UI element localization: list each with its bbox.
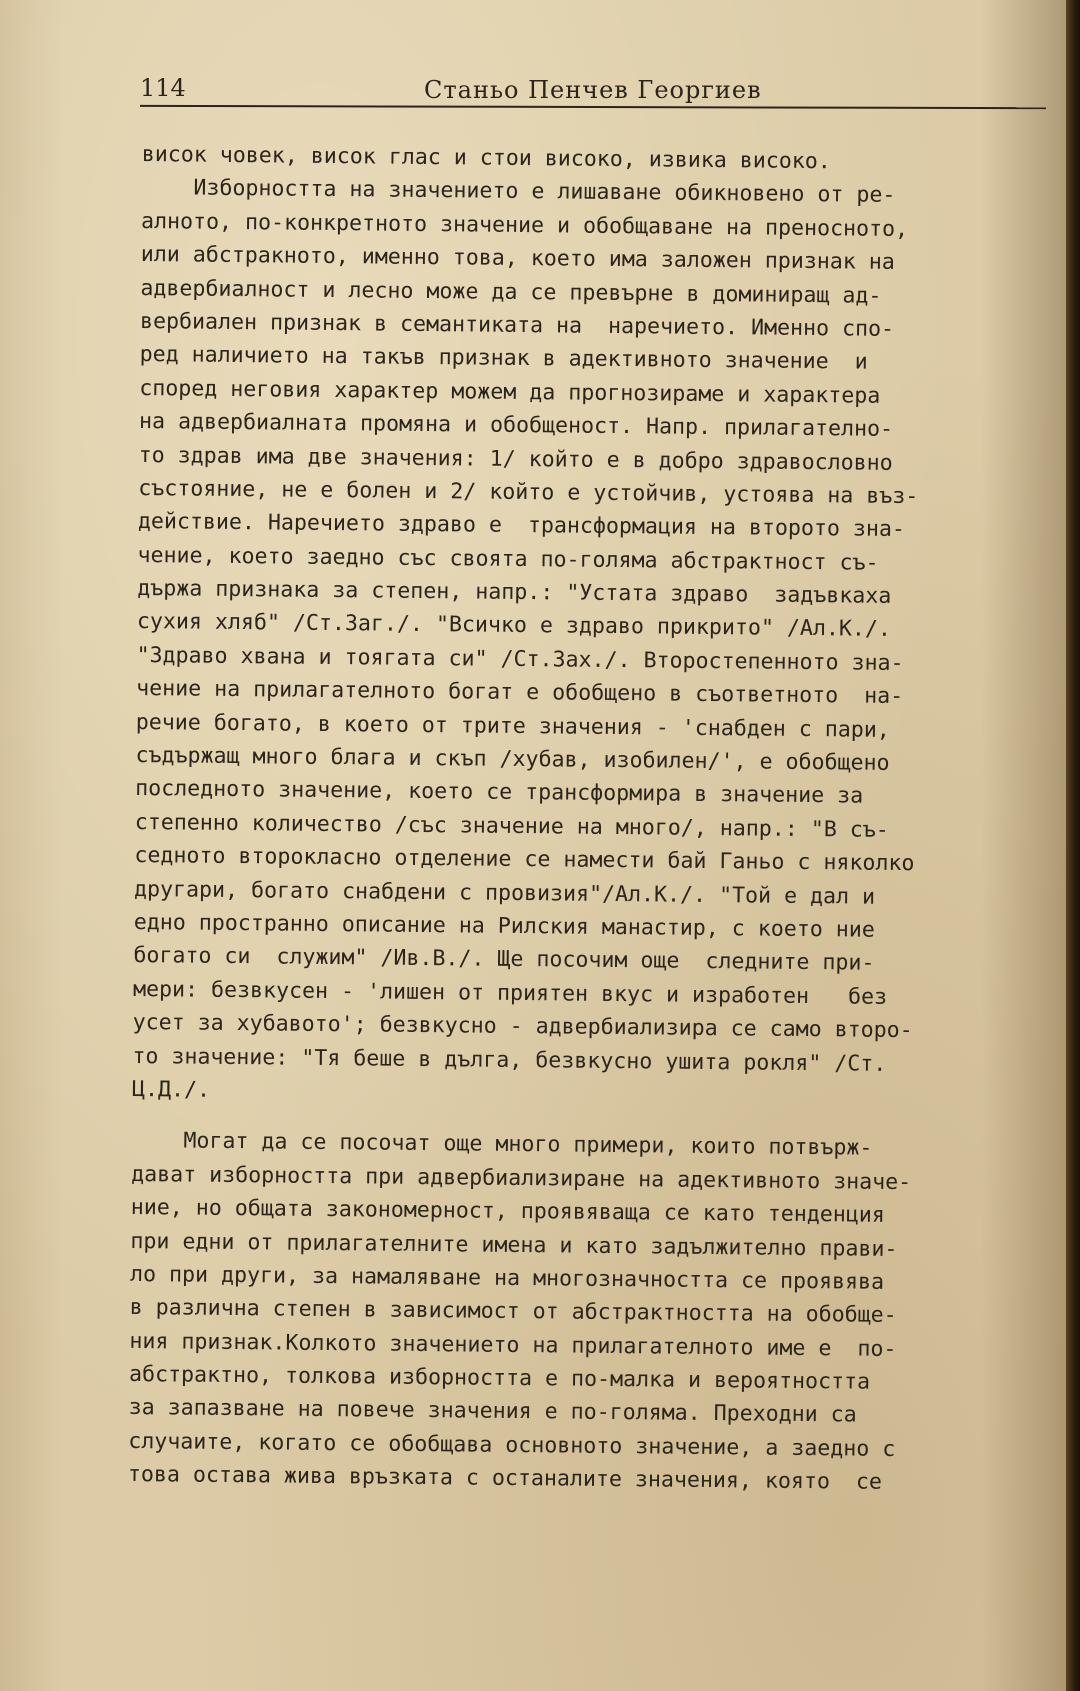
text-line: действие. Наречието здраво е трансформация на второто зна- xyxy=(137,509,906,543)
text-line: ред наличието на такъв признак в адективното значение и xyxy=(139,342,868,375)
text-line: чение, което заедно със своята по-голяма абстрактност съ- xyxy=(137,542,879,576)
text-line: дават изборността при адвербиализиране на адективното значе- xyxy=(131,1161,912,1195)
text-line: състояние, не е болен и 2/ който е устойчив, устоява на въз- xyxy=(138,475,919,510)
running-head xyxy=(140,74,1046,104)
text-line: съдържащ много блага и скъп /хубав, изобилен/', е обобщено xyxy=(135,742,890,776)
body-text xyxy=(128,138,1042,1501)
text-line: то здрав има две значения: 1/ който е в добро здравословно xyxy=(138,442,893,476)
text-line: вербиален признак в семантиката на наречието. Именно спо- xyxy=(139,308,895,342)
text-line: на адвербиалната промяна и обобщеност. Напр. прилагателно- xyxy=(138,409,894,443)
text-line: последното значение, което се трансформира в значение за xyxy=(135,776,864,810)
text-line: алното, по-конкретното значение и обобщаване на преносното, xyxy=(140,208,909,242)
text-line: ло при други, за намаляване на многозначността се проявява xyxy=(129,1261,885,1295)
text-line: адвербиалност и лесно може да се превърне в доминиращ ад- xyxy=(140,275,882,309)
text-line: чение на прилагателното богат е обобщено в съответното на- xyxy=(136,676,904,710)
header-rule xyxy=(140,105,1046,109)
book-binding-edge xyxy=(1066,0,1080,1691)
text-line: абстрактно, толкова изборността е по-малка и вероятността xyxy=(128,1361,871,1395)
text-line: Могат да се посочат още много примери, които потвърж- xyxy=(131,1128,873,1162)
text-line: другари, богато снабдени с провизия"/Ал.К./. "Той е дал и xyxy=(134,876,876,910)
text-line: държа признака за степен, напр.: "Устата здраво задъвкаха xyxy=(137,576,892,609)
text-line: случаите, когато се обобщава основното значение, а заедно с xyxy=(128,1428,896,1462)
text-line: речие богато, в което от трите значения - 'снабден с пари, xyxy=(135,709,891,743)
text-line: това остава жива връзката с останалите значения, която се xyxy=(127,1462,883,1496)
text-line: усет за хубавото'; безвкусно - адвербиализира се само второ- xyxy=(132,1010,913,1044)
author-name: Станьо Пенчев Георгиев xyxy=(424,76,762,104)
text-line: степенно количество /със значение на много/, напр.: "В съ- xyxy=(134,809,889,843)
text-line: едно пространно описание на Рилския манастир, с което ние xyxy=(133,909,875,943)
text-line: ния признак.Колкото значението на прилагателното име е по- xyxy=(129,1328,897,1362)
text-line: при едни от прилагателните имена и като задължително прави- xyxy=(130,1228,898,1262)
text-line: седното второкласно отделение се намести бай Ганьо с няколко xyxy=(134,843,915,877)
text-line: Изборността на значението е лишаване обикновено от ре- xyxy=(141,175,896,209)
text-line: ние, но общата закономерност, проявяваща се като тенденция xyxy=(130,1195,885,1228)
page-number: 114 xyxy=(140,74,186,102)
text-line: Ц.Д./. xyxy=(131,1076,211,1103)
text-line: според неговия характер можем да прогнозираме и характера xyxy=(139,375,881,409)
text-line: висок човек, висок глас и стои високо, извика високо. xyxy=(141,141,831,175)
text-line: или абстракното, именно това, което има заложен признак на xyxy=(140,242,895,276)
text-line: сухия хляб" /Ст.Заг./. "Всичко е здраво прикрито" /Ал.К./. xyxy=(136,609,892,643)
text-line: в различна степен в зависимост от абстрактността на обобще- xyxy=(129,1295,897,1329)
text-line: то значение: "Тя беше в дълга, безвкусно ушита рокля" /Ст. xyxy=(132,1043,887,1077)
text-line: мери: безвкусен - 'лишен от приятен вкус и изработен без xyxy=(132,976,888,1010)
text-line: "Здраво хвана и тоягата си" /Ст.Зах./. Второстепенното зна- xyxy=(136,642,904,676)
text-line: за запазване на повече значения е по-голяма. Преходни са xyxy=(128,1395,857,1429)
text-line: богато си служим" /Ив.В./. Ще посочим още следните при- xyxy=(133,943,875,977)
